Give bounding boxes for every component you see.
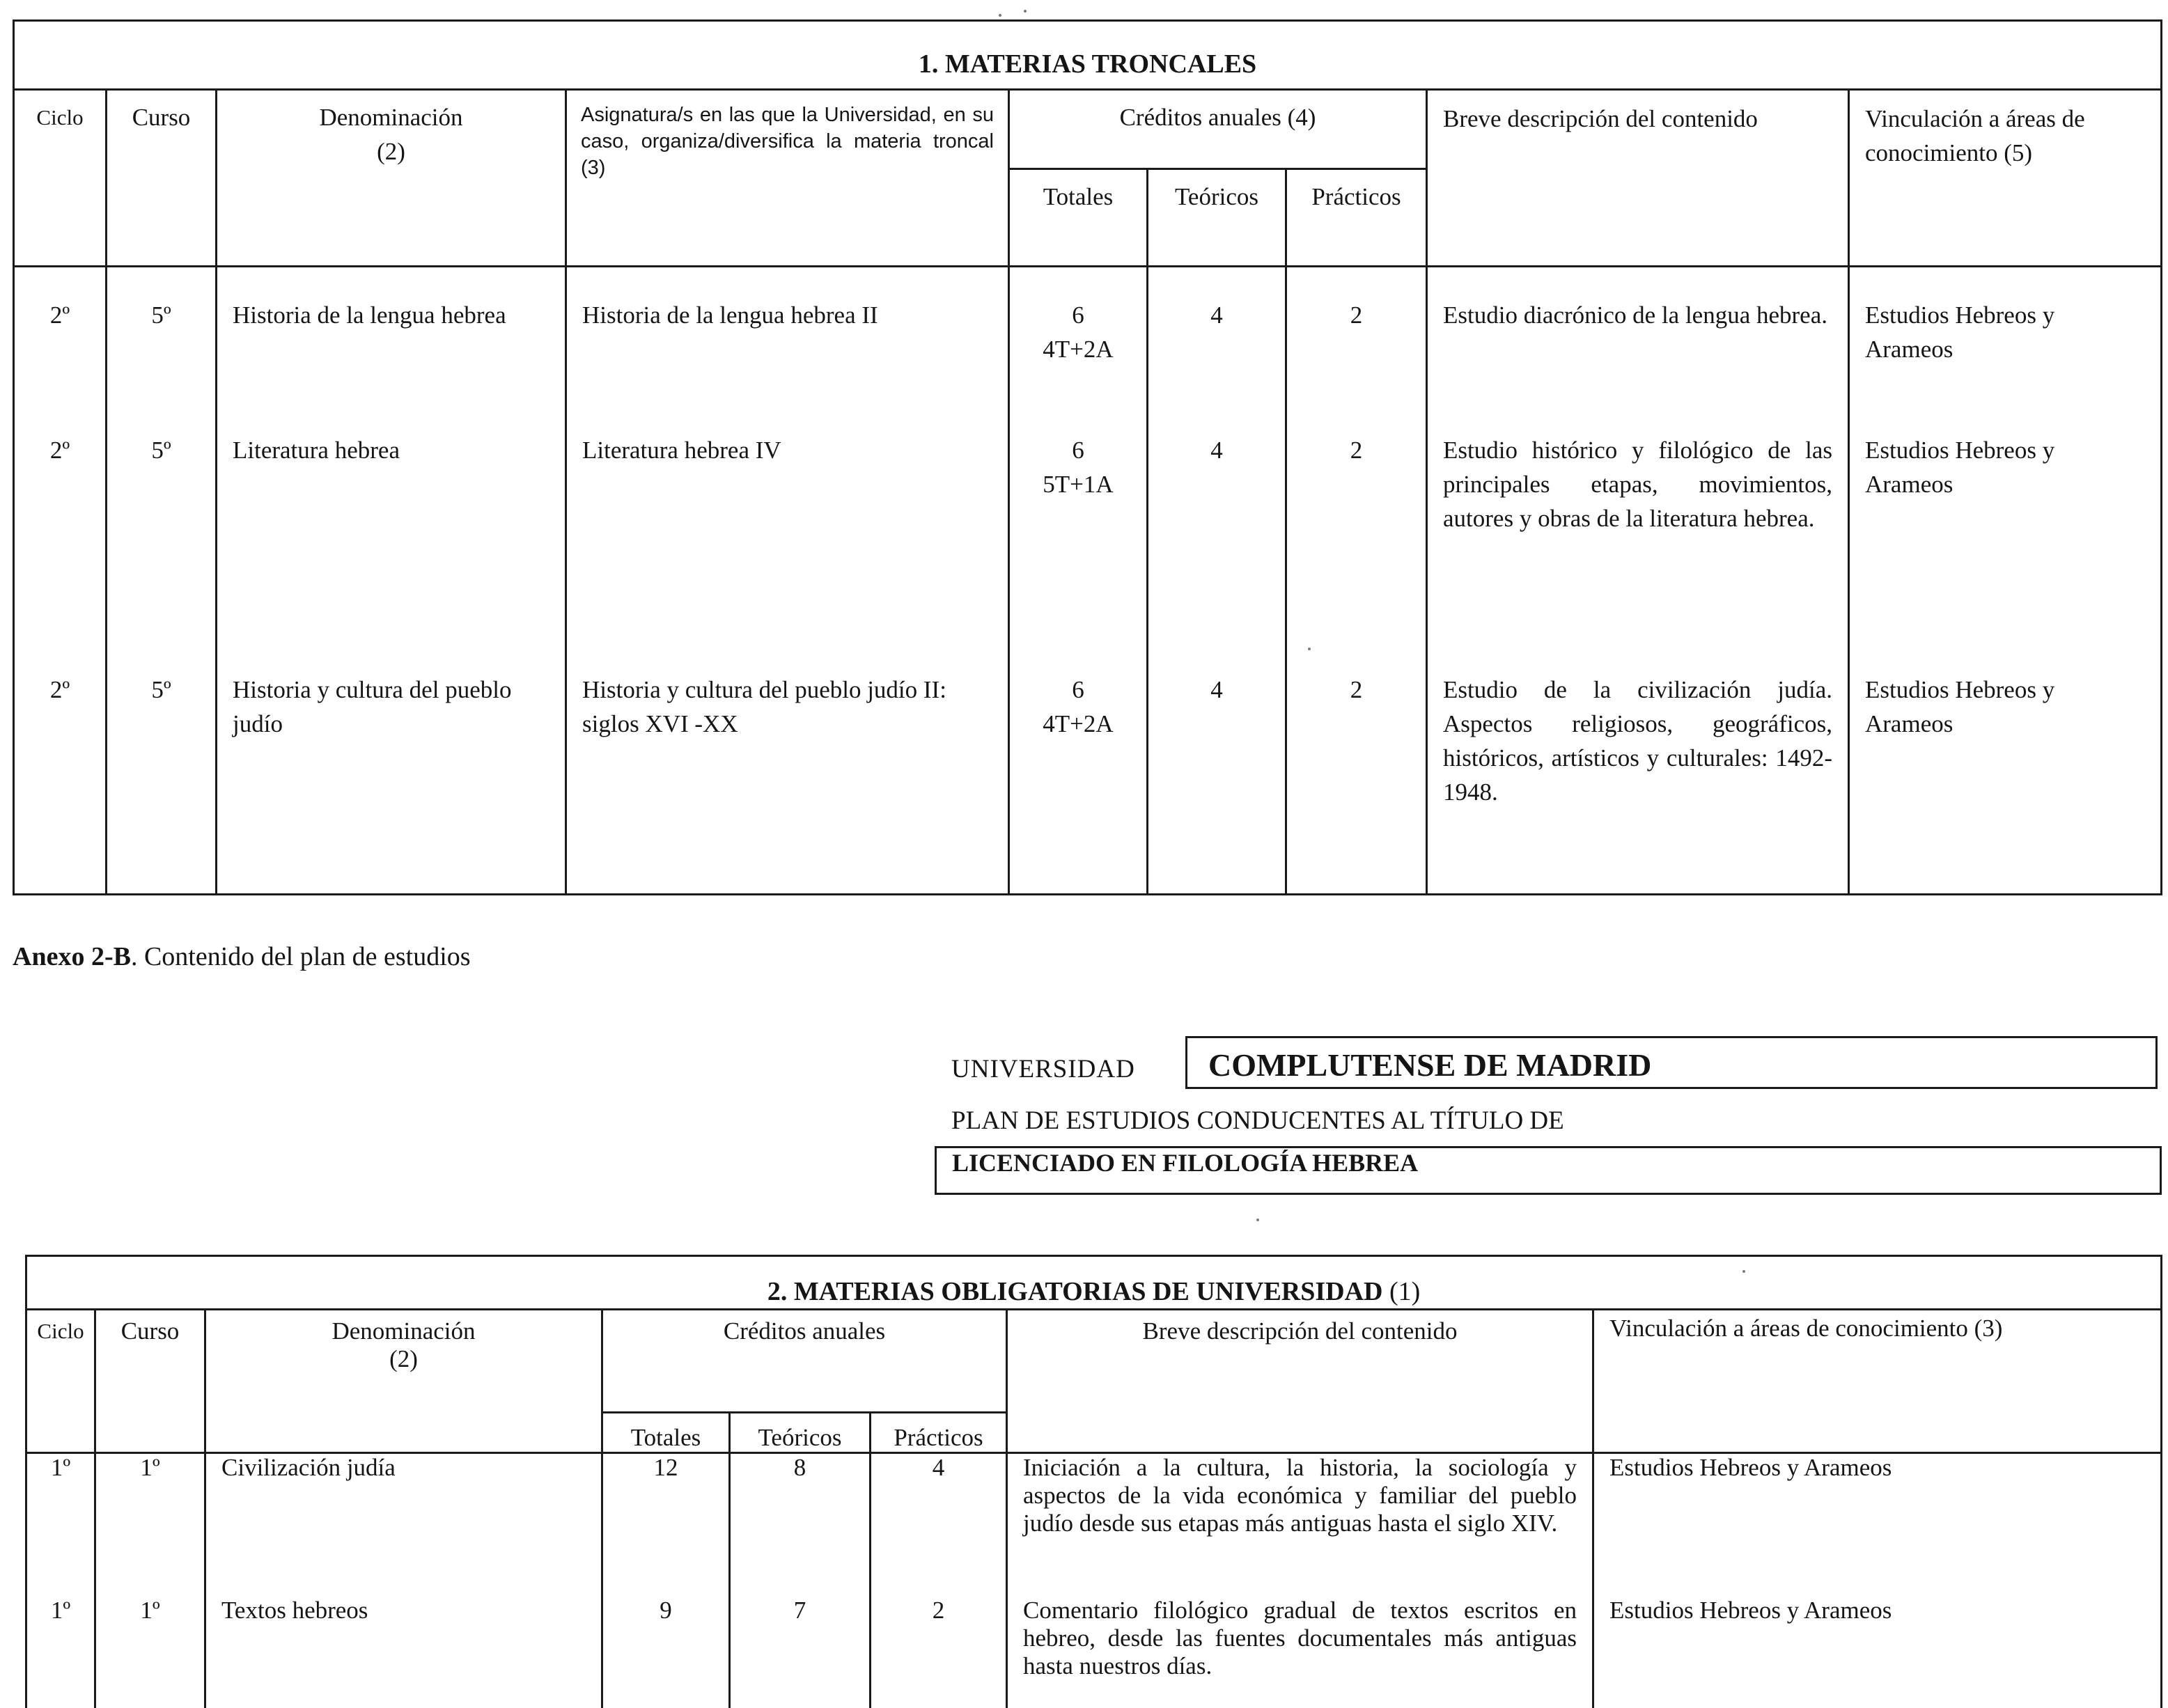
table2-title-text: 2. MATERIAS OBLIGATORIAS DE UNIVERSIDAD	[767, 1277, 1383, 1306]
header-ciclo: Ciclo	[14, 90, 107, 267]
denominacion-cell: Historia y cultura del pueblo judío	[217, 661, 566, 894]
table2-title	[26, 1256, 2162, 1310]
curso-cell: 1º	[95, 1453, 205, 1597]
header-teoricos: Teóricos	[1148, 169, 1286, 267]
totales-cell	[1009, 661, 1148, 894]
asignatura-cell: Literatura hebrea IV	[566, 422, 1009, 661]
header-vinculacion: Vinculación a áreas de conocimiento (5)	[1849, 90, 2162, 267]
vinculacion-cell: Estudios Hebreos y Arameos	[1849, 287, 2162, 422]
totales-cell: 12	[602, 1453, 730, 1597]
header-asignaturas: Asignatura/s en las que la Universidad, en su caso, organiza/diversifica la materia troncal (3)	[566, 90, 1009, 267]
table2-title-note: (1)	[1389, 1277, 1421, 1306]
header-curso: Curso	[107, 90, 217, 267]
degree-name: LICENCIADO EN FILOLOGÍA HEBREA	[952, 1149, 1419, 1177]
vinculacion-cell: Estudios Hebreos y Arameos	[1849, 422, 2162, 661]
ciclo-cell: 2º	[14, 422, 107, 661]
teoricos-cell: 4	[1148, 287, 1286, 422]
header-denominacion	[205, 1310, 602, 1453]
teoricos-cell: 4	[1148, 661, 1286, 894]
header-descripcion: Breve descripción del contenido	[1007, 1310, 1593, 1453]
curso-cell: 5º	[107, 287, 217, 422]
scan-speck	[999, 14, 1001, 17]
asignatura-cell: Historia y cultura del pueblo judío II: siglos XVI -XX	[566, 661, 1009, 894]
descripcion-cell: Estudio de la civilización judía. Aspectos religiosos, geográficos, históricos, artísticos y culturales: 1492-1948.	[1427, 661, 1849, 894]
header-practicos: Prácticos	[1286, 169, 1427, 267]
table-row	[14, 422, 2162, 661]
asignatura-cell: Historia de la lengua hebrea II	[566, 287, 1009, 422]
practicos-cell: 2	[871, 1597, 1007, 1708]
denominacion-cell: Historia de la lengua hebrea	[217, 287, 566, 422]
scan-speck	[1256, 1219, 1259, 1221]
annex-text: . Contenido del plan de estudios	[130, 942, 471, 971]
vinculacion-cell: Estudios Hebreos y Arameos	[1593, 1597, 2162, 1708]
header-creditos: Créditos anuales	[602, 1310, 1007, 1413]
ciclo-cell: 1º	[26, 1453, 95, 1597]
header-denominacion-note: (2)	[389, 1345, 418, 1372]
header-denominacion-note: (2)	[377, 138, 405, 165]
table1-title: 1. MATERIAS TRONCALES	[14, 21, 2162, 90]
descripcion-cell: Estudio histórico y filológico de las principales etapas, movimientos, autores y obras de la literatura hebrea.	[1427, 422, 1849, 661]
ciclo-cell: 2º	[14, 287, 107, 422]
curso-cell: 5º	[107, 661, 217, 894]
header-curso: Curso	[95, 1310, 205, 1453]
annex-label: Anexo 2-B	[13, 942, 131, 971]
descripcion-cell: Comentario filológico gradual de textos escritos en hebreo, desde las fuentes documentales más antiguas hasta nuestros días.	[1007, 1597, 1593, 1708]
annex-heading	[13, 941, 471, 972]
table-row	[26, 1453, 2162, 1597]
university-label: UNIVERSIDAD	[951, 1055, 1135, 1083]
scan-speck	[1742, 1270, 1745, 1273]
header-denominacion-label: Denominación	[319, 104, 463, 131]
teoricos-cell: 4	[1148, 422, 1286, 661]
totales-cell: 9	[602, 1597, 730, 1708]
totales-cell	[1009, 287, 1148, 422]
descripcion-cell: Estudio diacrónico de la lengua hebrea.	[1427, 287, 1849, 422]
curso-cell: 5º	[107, 422, 217, 661]
header-ciclo: Ciclo	[26, 1310, 95, 1453]
practicos-cell: 4	[871, 1453, 1007, 1597]
totales-value: 6	[1072, 437, 1084, 464]
header-vinculacion: Vinculación a áreas de conocimiento (3)	[1593, 1310, 2162, 1453]
header-practicos: Prácticos	[871, 1413, 1007, 1453]
vinculacion-cell: Estudios Hebreos y Arameos	[1593, 1453, 2162, 1597]
plan-label: PLAN DE ESTUDIOS CONDUCENTES AL TÍTULO DE	[951, 1106, 1564, 1135]
header-teoricos: Teóricos	[730, 1413, 871, 1453]
denominacion-cell: Textos hebreos	[205, 1597, 602, 1708]
vinculacion-cell: Estudios Hebreos y Arameos	[1849, 661, 2162, 894]
ciclo-cell: 2º	[14, 661, 107, 894]
curso-cell: 1º	[95, 1597, 205, 1708]
degree-box	[935, 1146, 2162, 1195]
totales-cell	[1009, 422, 1148, 661]
scan-speck	[1308, 648, 1311, 650]
university-box	[1185, 1036, 2158, 1089]
totales-detail: 5T+1A	[1043, 471, 1114, 498]
header-totales: Totales	[602, 1413, 730, 1453]
totales-value: 6	[1072, 676, 1084, 703]
totales-value: 6	[1072, 301, 1084, 329]
table-row	[14, 287, 2162, 422]
denominacion-cell: Civilización judía	[205, 1453, 602, 1597]
header-descripcion: Breve descripción del contenido	[1427, 90, 1849, 267]
ciclo-cell: 1º	[26, 1597, 95, 1708]
descripcion-cell: Iniciación a la cultura, la historia, la sociología y aspectos de la vida económica y familiar del pueblo judío desde sus etapas más antiguas hasta el siglo XIV.	[1007, 1453, 1593, 1597]
totales-detail: 4T+2A	[1043, 336, 1114, 363]
totales-detail: 4T+2A	[1043, 710, 1114, 737]
table-row	[14, 661, 2162, 894]
materias-troncales-table	[13, 19, 2160, 895]
practicos-cell: 2	[1286, 287, 1427, 422]
header-denominacion-label: Denominación	[332, 1317, 476, 1345]
practicos-cell: 2	[1286, 422, 1427, 661]
materias-obligatorias-table	[25, 1255, 2160, 1708]
university-name: COMPLUTENSE DE MADRID	[1208, 1047, 1652, 1083]
header-totales: Totales	[1009, 169, 1148, 267]
teoricos-cell: 8	[730, 1453, 871, 1597]
teoricos-cell: 7	[730, 1597, 871, 1708]
header-denominacion	[217, 90, 566, 267]
table-row	[26, 1597, 2162, 1708]
practicos-cell: 2	[1286, 661, 1427, 894]
denominacion-cell: Literatura hebrea	[217, 422, 566, 661]
scan-speck	[1024, 10, 1027, 13]
header-creditos: Créditos anuales (4)	[1009, 90, 1427, 169]
